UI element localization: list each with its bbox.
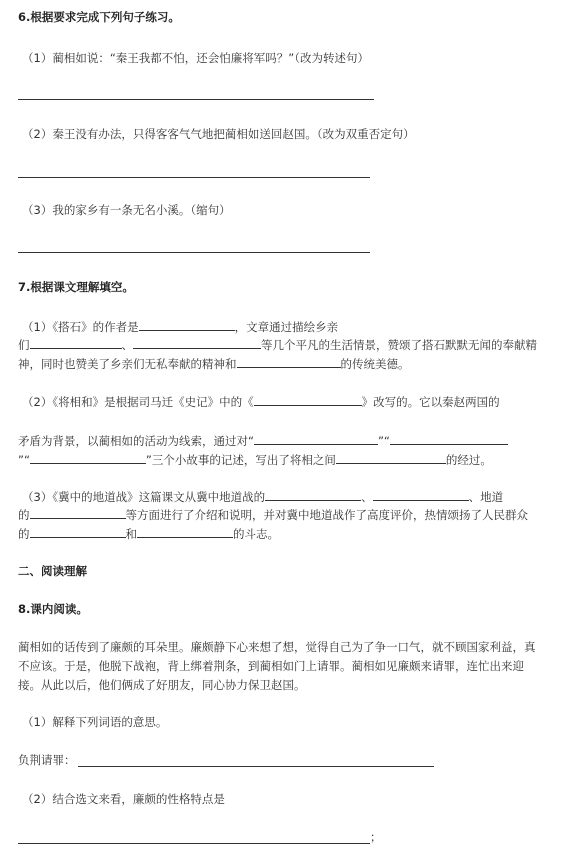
end-semicolon: ； bbox=[370, 830, 382, 844]
question-6-item-2: （2）秦王没有办法，只得客客气气地把蔺相如送回赵国。（改为双重否定句） bbox=[22, 127, 415, 141]
fill-blank[interactable] bbox=[254, 393, 362, 406]
answer-line-6-3[interactable] bbox=[18, 252, 370, 253]
fill-blank[interactable] bbox=[30, 451, 146, 464]
text: 、地道 bbox=[468, 490, 504, 504]
question-6-heading: 6.根据要求完成下列句子练习。 bbox=[18, 10, 180, 24]
question-7-1-line-1 bbox=[22, 318, 338, 335]
fill-blank[interactable] bbox=[137, 525, 233, 538]
text: 的斗志。 bbox=[233, 527, 279, 541]
answer-line-8-1[interactable] bbox=[78, 766, 434, 767]
question-7-1-line-3 bbox=[18, 355, 410, 372]
question-6-item-1: （1）蔺相如说：“秦王我都不怕，还会怕廉将军吗？”（改为转述句） bbox=[22, 51, 369, 65]
fill-blank[interactable] bbox=[237, 355, 341, 368]
section-2-heading: 二、阅读理解 bbox=[18, 564, 87, 578]
fill-blank[interactable] bbox=[30, 525, 126, 538]
fill-blank[interactable] bbox=[390, 432, 508, 445]
question-7-heading: 7.根据课文理解填空。 bbox=[18, 280, 134, 294]
fill-blank[interactable] bbox=[139, 318, 235, 331]
passage-line-3: 接。从此以后，他们俩成了好朋友，同心协力保卫赵国。 bbox=[18, 678, 306, 692]
question-6-item-3: （3）我的家乡有一条无名小溪。（缩句） bbox=[22, 203, 231, 217]
fill-blank[interactable] bbox=[254, 432, 378, 445]
fill-blank[interactable] bbox=[133, 336, 261, 349]
text: ”“ bbox=[377, 434, 390, 448]
term-label: 负荆请罪： bbox=[18, 753, 76, 767]
question-7-1-line-2 bbox=[18, 336, 537, 353]
text: 神，同时也赞美了乡亲们无私奉献的精神和 bbox=[18, 357, 237, 371]
question-8-heading: 8.课内阅读。 bbox=[18, 602, 88, 616]
question-7-2-line-1 bbox=[22, 393, 500, 410]
text: 等几个平凡的生活情景，赞颂了搭石默默无闻的奉献精 bbox=[261, 338, 537, 352]
passage-line-1: 蔺相如的话传到了廉颇的耳朵里。廉颇静下心来想了想，觉得自己为了争一口气，就不顾国家利益，真 bbox=[18, 640, 536, 654]
text: （2）《将相和》是根据司马迁《史记》中的《 bbox=[22, 395, 254, 409]
text: 》改写的。它以秦赵两国的 bbox=[361, 395, 500, 409]
text: （1）《搭石》的作者是 bbox=[22, 320, 139, 334]
fill-blank[interactable] bbox=[30, 506, 126, 519]
text: 的 bbox=[18, 527, 30, 541]
question-7-3-line-2 bbox=[18, 506, 528, 523]
text: 们 bbox=[18, 338, 30, 352]
text: 、 bbox=[121, 338, 133, 352]
question-7-2-line-2 bbox=[18, 432, 508, 449]
fill-blank[interactable] bbox=[373, 488, 469, 501]
text: ”“ bbox=[18, 453, 30, 467]
fill-blank[interactable] bbox=[30, 336, 122, 349]
question-7-3-line-1 bbox=[22, 488, 503, 505]
text: 矛盾为背景，以蔺相如的活动为线索，通过对“ bbox=[18, 434, 254, 448]
text: （3）《冀中的地道战》这篇课文从冀中地道战的 bbox=[22, 490, 266, 504]
question-8-sub-2: （2）结合选文来看，廉颇的性格特点是 bbox=[22, 792, 225, 806]
fill-blank[interactable] bbox=[265, 488, 361, 501]
text: 等方面进行了介绍和说明，并对冀中地道战作了高度评价，热情颂扬了人民群众 bbox=[125, 508, 528, 522]
question-7-3-line-3 bbox=[18, 525, 279, 542]
answer-line-6-1[interactable] bbox=[18, 99, 374, 100]
text: ”三个小故事的记述，写出了将相之间 bbox=[145, 453, 336, 467]
fill-blank[interactable] bbox=[336, 451, 446, 464]
text: 、 bbox=[361, 490, 373, 504]
text: ，文章通过描绘乡亲 bbox=[234, 320, 339, 334]
text: 和 bbox=[125, 527, 137, 541]
answer-line-8-2[interactable] bbox=[18, 843, 370, 844]
text: 的经过。 bbox=[445, 453, 492, 467]
question-8-sub-1: （1）解释下列词语的意思。 bbox=[22, 715, 168, 729]
text: 的 bbox=[18, 508, 30, 522]
text: 的传统美德。 bbox=[340, 357, 410, 371]
answer-line-6-2[interactable] bbox=[18, 177, 370, 178]
question-7-2-line-3 bbox=[18, 451, 492, 468]
passage-line-2: 不应该。于是，他脱下战袍，背上绑着荆条，到蔺相如门上请罪。蔺相如见廉颇来请罪，连忙出来迎 bbox=[18, 659, 524, 673]
